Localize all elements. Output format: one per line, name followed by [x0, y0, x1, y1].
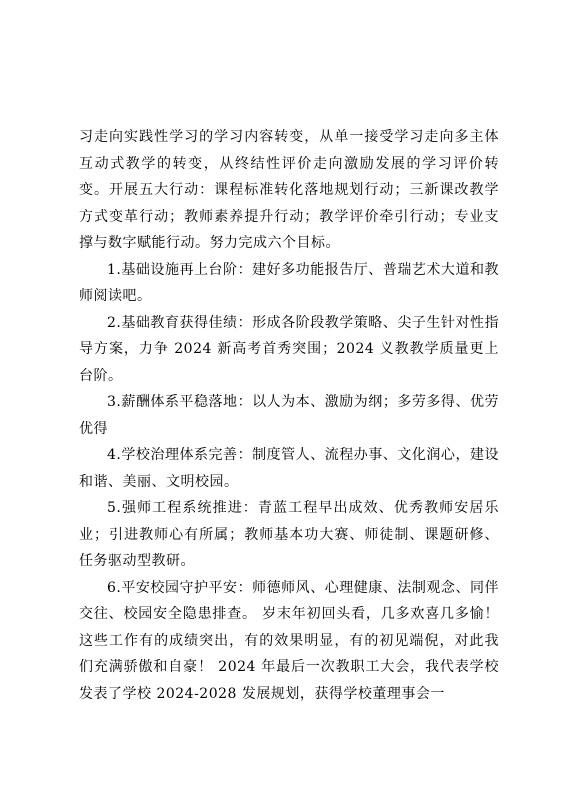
- paragraph-intro: 习走向实践性学习的学习内容转变，从单一接受学习走向多主体互动式教学的转变，从终结性评价走向激励发展的学习评价转变。开展五大行动：课程标准转化落地规划行动；三新课改教学方式变革行动；教师素养提升行动；教学评价牵引行动；专业支撑与数字赋能行动。努力完成六个目标。: [79, 129, 499, 251]
- paragraph-goal-5: 5.强师工程系统推进：青蓝工程早出成效、优秀教师安居乐业；引进教师心有所属；教师基本功大赛、师徒制、课题研修、任务驱动型教研。: [79, 500, 499, 569]
- paragraph-goal-1: 1.基础设施再上台阶：建好多功能报告厅、普瑞艺术大道和教师阅读吧。: [79, 261, 499, 304]
- paragraph-goal-2: 2.基础教育获得佳绩：形成各阶段教学策略、尖子生针对性指导方案，力争 2024 新高考首秀突围；2024 义教教学质量更上台阶。: [79, 314, 499, 384]
- paragraph-goal-4: 4.学校治理体系完善：制度管人、流程办事、文化润心，建设和谐、美丽、文明校园。: [79, 447, 499, 490]
- paragraph-goal-6: 6.平安校园守护平安：师德师风、心理健康、法制观念、同伴交往、校园安全隐患排查。 岁末年初回头看，几多欢喜几多愉！这些工作有的成绩突出，有的效果明显，有的初见端倪，对此我们充满骄傲和自豪！ 2024 年最后一次教职工大会，我代表学校发表了学校 2024-2028 发展规划，获得学校董理事会一: [79, 579, 499, 702]
- paragraph-goal-3: 3.薪酬体系平稳落地：以人为本、激励为纲；多劳多得、优劳优得: [79, 394, 499, 437]
- document-body: [79, 124, 499, 707]
